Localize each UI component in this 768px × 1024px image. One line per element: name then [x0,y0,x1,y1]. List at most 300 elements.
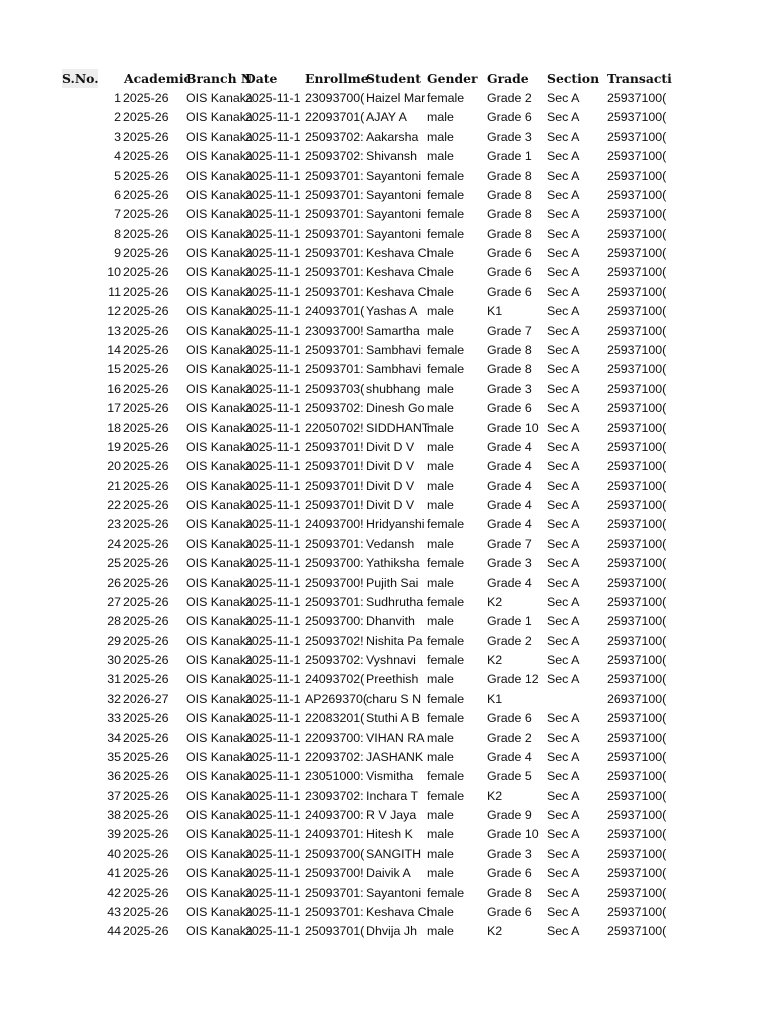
row-date[interactable]: 2025-11-1 [245,362,301,377]
row-enrollment[interactable]: 25093702: [305,149,364,164]
table-row[interactable] [0,399,768,418]
row-section[interactable]: Sec A [547,149,580,164]
row-academic-year[interactable]: 2025-26 [123,575,169,590]
row-date[interactable]: 2025-11-1 [245,498,301,512]
row-gender[interactable]: male [427,110,454,125]
header-section[interactable]: Section [547,71,600,86]
table-row[interactable] [0,806,768,825]
row-grade[interactable]: Grade 7 [487,536,532,551]
row-grade[interactable]: Grade 10 [487,827,539,842]
row-grade[interactable]: Grade 4 [487,517,532,532]
table-row[interactable] [0,302,768,321]
row-enrollment[interactable]: 25093701: [305,536,364,551]
row-date[interactable]: 2025-11-1 [245,459,301,474]
row-date[interactable]: 2025-11-1 [245,575,301,590]
row-grade[interactable]: Grade 3 [487,381,532,396]
row-gender[interactable]: male [427,827,454,842]
row-branch[interactable]: OIS Kanaka [186,885,253,900]
row-grade[interactable]: Grade 6 [487,265,532,280]
row-academic-year[interactable]: 2025-26 [123,672,169,687]
row-sno[interactable]: 34 [107,730,121,745]
row-sno[interactable]: 32 [107,691,121,706]
row-branch[interactable]: OIS Kanaka [186,769,253,784]
row-gender[interactable]: male [427,381,454,396]
row-sno[interactable]: 30 [107,653,121,667]
table-row[interactable] [0,845,768,864]
row-enrollment[interactable]: 25093701! [305,459,364,474]
row-section[interactable]: Sec A [547,91,580,105]
row-branch[interactable]: OIS Kanaka [186,905,253,919]
row-gender[interactable]: male [427,246,454,260]
row-enrollment[interactable]: 24093700! [305,517,364,532]
table-row[interactable] [0,205,768,224]
row-gender[interactable]: male [427,459,454,474]
row-grade[interactable]: Grade 4 [487,459,532,474]
row-section[interactable]: Sec A [547,401,580,416]
row-enrollment[interactable]: 25093701: [305,168,364,183]
row-grade[interactable]: K1 [487,691,503,706]
row-sno[interactable]: 37 [107,788,121,803]
row-academic-year[interactable]: 2025-26 [123,827,169,842]
row-enrollment[interactable]: 22050702! [305,420,364,435]
row-enrollment[interactable]: 25093702: [305,653,364,667]
row-student[interactable]: SANGITH [366,846,422,861]
row-branch[interactable]: OIS Kanaka [186,653,253,667]
row-date[interactable]: 2025-11-1 [245,149,301,164]
row-section[interactable]: Sec A [547,265,580,280]
row-section[interactable]: Sec A [547,168,580,183]
row-grade[interactable]: Grade 5 [487,769,532,784]
row-transaction[interactable]: 25937100( [607,749,667,764]
row-enrollment[interactable]: 22083201( [305,711,365,726]
row-date[interactable]: 2025-11-1 [245,168,301,183]
row-sno[interactable]: 42 [107,885,121,900]
table-row[interactable] [0,864,768,883]
row-branch[interactable]: OIS Kanaka [186,91,253,105]
row-grade[interactable]: Grade 4 [487,478,532,493]
row-sno[interactable]: 19 [107,439,121,454]
row-enrollment[interactable]: 25093701: [305,284,364,299]
row-sno[interactable]: 35 [107,749,121,764]
row-gender[interactable]: female [427,362,465,377]
row-section[interactable]: Sec A [547,284,580,299]
row-transaction[interactable]: 25937100( [607,905,667,919]
row-gender[interactable]: female [427,187,465,202]
row-academic-year[interactable]: 2025-26 [123,536,169,551]
row-student[interactable]: Dhanvith [366,614,415,629]
row-transaction[interactable]: 25937100( [607,381,667,396]
row-transaction[interactable]: 25937100( [607,187,667,202]
table-row[interactable] [0,670,768,689]
row-section[interactable]: Sec A [547,905,580,919]
row-grade[interactable]: Grade 3 [487,556,532,571]
row-transaction[interactable]: 25937100( [607,614,667,629]
row-branch[interactable]: OIS Kanaka [186,498,253,512]
row-branch[interactable]: OIS Kanaka [186,284,253,299]
row-gender[interactable]: male [427,866,454,881]
row-sno[interactable]: 14 [107,342,121,357]
row-student[interactable]: charu S N [366,691,422,706]
row-sno[interactable]: 12 [107,304,121,319]
row-grade[interactable]: Grade 8 [487,226,532,241]
row-branch[interactable]: OIS Kanaka [186,556,253,571]
row-student[interactable]: Sayantoni [366,226,422,241]
row-student[interactable]: Pujith Sai [366,575,419,590]
row-branch[interactable]: OIS Kanaka [186,401,253,416]
table-row[interactable] [0,787,768,806]
row-gender[interactable]: male [427,924,454,939]
row-sno[interactable]: 3 [114,129,121,144]
row-section[interactable]: Sec A [547,304,580,319]
row-grade[interactable]: Grade 6 [487,711,532,726]
row-sno[interactable]: 36 [107,769,121,784]
row-student[interactable]: Stuthi A B [366,711,420,726]
row-enrollment[interactable]: 25093702: [305,129,364,144]
row-academic-year[interactable]: 2025-26 [123,187,169,202]
row-branch[interactable]: OIS Kanaka [186,168,253,183]
row-gender[interactable]: female [427,653,465,667]
row-student[interactable]: Haizel Mar [366,91,426,105]
row-student[interactable]: Daivik A [366,866,411,881]
table-row[interactable] [0,225,768,244]
row-transaction[interactable]: 25937100( [607,827,667,842]
row-date[interactable]: 2025-11-1 [245,129,301,144]
row-transaction[interactable]: 26937100( [607,691,667,706]
row-branch[interactable]: OIS Kanaka [186,808,253,823]
row-student[interactable]: Sayantoni [366,207,422,222]
table-row[interactable] [0,457,768,476]
row-academic-year[interactable]: 2025-26 [123,633,169,648]
table-row[interactable] [0,922,768,941]
row-academic-year[interactable]: 2025-26 [123,885,169,900]
row-section[interactable]: Sec A [547,672,580,687]
row-branch[interactable]: OIS Kanaka [186,478,253,493]
header-sno[interactable]: S.No. [62,71,99,86]
row-enrollment[interactable]: 25093701: [305,207,364,222]
row-academic-year[interactable]: 2025-26 [123,846,169,861]
row-date[interactable]: 2025-11-1 [245,536,301,551]
row-student[interactable]: Divit D V [366,478,415,493]
header-branch[interactable]: Branch N [186,71,253,86]
row-transaction[interactable]: 25937100( [607,168,667,183]
row-section[interactable]: Sec A [547,924,580,939]
row-transaction[interactable]: 25937100( [607,924,667,939]
row-branch[interactable]: OIS Kanaka [186,536,253,551]
row-sno[interactable]: 40 [107,846,121,861]
row-branch[interactable]: OIS Kanaka [186,420,253,435]
row-branch[interactable]: OIS Kanaka [186,575,253,590]
row-sno[interactable]: 15 [107,362,121,377]
row-branch[interactable]: OIS Kanaka [186,207,253,222]
row-branch[interactable]: OIS Kanaka [186,594,253,609]
row-grade[interactable]: Grade 3 [487,846,532,861]
row-date[interactable]: 2025-11-1 [245,672,301,687]
row-branch[interactable]: OIS Kanaka [186,788,253,803]
row-academic-year[interactable]: 2025-26 [123,323,169,338]
row-sno[interactable]: 23 [107,517,121,532]
row-transaction[interactable]: 25937100( [607,110,667,125]
row-student[interactable]: Sudhrutha [366,594,424,609]
row-date[interactable]: 2025-11-1 [245,730,301,745]
row-date[interactable]: 2025-11-1 [245,91,301,105]
row-gender[interactable]: male [427,614,454,629]
row-enrollment[interactable]: 25093700: [305,556,364,571]
row-academic-year[interactable]: 2025-26 [123,730,169,745]
row-gender[interactable]: male [427,265,454,280]
row-grade[interactable]: Grade 4 [487,575,532,590]
row-date[interactable]: 2025-11-1 [245,749,301,764]
row-date[interactable]: 2025-11-1 [245,342,301,357]
row-gender[interactable]: male [427,808,454,823]
table-row[interactable] [0,477,768,496]
row-section[interactable]: Sec A [547,730,580,745]
row-section[interactable]: Sec A [547,226,580,241]
row-student[interactable]: Vyshnavi [366,653,416,667]
row-sno[interactable]: 4 [114,149,121,164]
row-student[interactable]: AJAY A [366,110,407,125]
row-transaction[interactable]: 25937100( [607,517,667,532]
row-date[interactable]: 2025-11-1 [245,846,301,861]
row-academic-year[interactable]: 2025-26 [123,594,169,609]
row-student[interactable]: Keshava Cl [366,265,430,280]
row-academic-year[interactable]: 2025-26 [123,284,169,299]
row-grade[interactable]: Grade 6 [487,110,532,125]
row-enrollment[interactable]: 24093701: [305,827,364,842]
row-sno[interactable]: 20 [107,459,121,474]
row-student[interactable]: Sambhavi [366,362,422,377]
row-gender[interactable]: female [427,769,465,784]
row-section[interactable]: Sec A [547,653,580,667]
row-branch[interactable]: OIS Kanaka [186,323,253,338]
row-gender[interactable]: female [427,691,465,706]
row-branch[interactable]: OIS Kanaka [186,672,253,687]
row-transaction[interactable]: 25937100( [607,556,667,571]
row-branch[interactable]: OIS Kanaka [186,827,253,842]
header-student[interactable]: Student [366,71,421,86]
table-row[interactable] [0,903,768,922]
row-student[interactable]: Vismitha [366,769,414,784]
row-enrollment[interactable]: 25093701! [305,439,364,454]
row-enrollment[interactable]: 25093701: [305,905,364,919]
row-enrollment[interactable]: 25093701! [305,478,364,493]
row-sno[interactable]: 7 [114,207,121,222]
row-academic-year[interactable]: 2025-26 [123,711,169,726]
row-grade[interactable]: Grade 6 [487,866,532,881]
row-section[interactable]: Sec A [547,556,580,571]
row-date[interactable]: 2025-11-1 [245,614,301,629]
row-sno[interactable]: 24 [107,536,121,551]
row-enrollment[interactable]: 23093702: [305,788,364,803]
row-enrollment[interactable]: 23051000: [305,769,364,784]
row-enrollment[interactable]: 25093701: [305,342,364,357]
row-transaction[interactable]: 25937100( [607,672,667,687]
row-date[interactable]: 2025-11-1 [245,401,301,416]
row-transaction[interactable]: 25937100( [607,284,667,299]
row-transaction[interactable]: 25937100( [607,265,667,280]
row-branch[interactable]: OIS Kanaka [186,246,253,260]
row-transaction[interactable]: 25937100( [607,575,667,590]
table-row[interactable] [0,167,768,186]
header-transaction[interactable]: Transacti [607,71,672,86]
row-academic-year[interactable]: 2025-26 [123,304,169,319]
row-grade[interactable]: Grade 8 [487,168,532,183]
row-academic-year[interactable]: 2025-26 [123,226,169,241]
row-academic-year[interactable]: 2025-26 [123,149,169,164]
row-enrollment[interactable]: AP269370( [305,691,368,706]
row-sno[interactable]: 5 [114,168,121,183]
row-enrollment[interactable]: 25093701: [305,226,364,241]
row-student[interactable]: Preethish [366,672,419,687]
row-date[interactable]: 2025-11-1 [245,246,301,260]
row-gender[interactable]: female [427,517,465,532]
row-branch[interactable]: OIS Kanaka [186,517,253,532]
row-transaction[interactable]: 25937100( [607,808,667,823]
row-enrollment[interactable]: 23093700! [305,323,364,338]
row-grade[interactable]: Grade 12 [487,672,539,687]
row-section[interactable]: Sec A [547,246,580,260]
row-student[interactable]: Hridyanshi [366,517,425,532]
row-transaction[interactable]: 25937100( [607,594,667,609]
row-academic-year[interactable]: 2025-26 [123,168,169,183]
row-branch[interactable]: OIS Kanaka [186,149,253,164]
row-academic-year[interactable]: 2025-26 [123,381,169,396]
row-branch[interactable]: OIS Kanaka [186,749,253,764]
row-section[interactable]: Sec A [547,110,580,125]
row-branch[interactable]: OIS Kanaka [186,846,253,861]
row-branch[interactable]: OIS Kanaka [186,730,253,745]
row-academic-year[interactable]: 2025-26 [123,362,169,377]
row-student[interactable]: R V Jaya [366,808,417,823]
row-academic-year[interactable]: 2025-26 [123,749,169,764]
row-student[interactable]: JASHANK [366,749,424,764]
row-academic-year[interactable]: 2025-26 [123,498,169,512]
row-gender[interactable]: male [427,323,454,338]
row-transaction[interactable]: 25937100( [607,730,667,745]
row-date[interactable]: 2025-11-1 [245,866,301,881]
row-grade[interactable]: Grade 8 [487,362,532,377]
row-sno[interactable]: 22 [107,498,121,512]
row-academic-year[interactable]: 2025-26 [123,905,169,919]
row-sno[interactable]: 1 [114,91,121,105]
row-date[interactable]: 2025-11-1 [245,827,301,842]
row-grade[interactable]: Grade 3 [487,129,532,144]
row-date[interactable]: 2025-11-1 [245,885,301,900]
row-gender[interactable]: male [427,536,454,551]
row-enrollment[interactable]: 22093700: [305,730,364,745]
row-enrollment[interactable]: 24093702( [305,672,365,687]
row-grade[interactable]: Grade 8 [487,187,532,202]
row-sno[interactable]: 33 [107,711,121,726]
row-sno[interactable]: 27 [107,594,121,609]
row-section[interactable]: Sec A [547,381,580,396]
header-date[interactable]: Date [245,71,278,86]
table-row[interactable] [0,341,768,360]
row-transaction[interactable]: 25937100( [607,439,667,454]
row-date[interactable]: 2025-11-1 [245,594,301,609]
row-date[interactable]: 2025-11-1 [245,808,301,823]
row-date[interactable]: 2025-11-1 [245,420,301,435]
row-sno[interactable]: 26 [107,575,121,590]
table-row[interactable] [0,690,768,709]
row-grade[interactable]: Grade 4 [487,749,532,764]
row-section[interactable]: Sec A [547,536,580,551]
row-student[interactable]: Divit D V [366,439,415,454]
row-branch[interactable]: OIS Kanaka [186,614,253,629]
table-row[interactable] [0,632,768,651]
row-date[interactable]: 2025-11-1 [245,478,301,493]
row-enrollment[interactable]: 24093701( [305,304,365,319]
table-row[interactable] [0,748,768,767]
row-branch[interactable]: OIS Kanaka [186,691,253,706]
row-grade[interactable]: K1 [487,304,503,319]
table-row[interactable] [0,709,768,728]
row-transaction[interactable]: 25937100( [607,536,667,551]
row-sno[interactable]: 17 [107,401,121,416]
row-transaction[interactable]: 25937100( [607,362,667,377]
row-section[interactable]: Sec A [547,846,580,861]
row-grade[interactable]: Grade 8 [487,342,532,357]
row-branch[interactable]: OIS Kanaka [186,226,253,241]
row-student[interactable]: Sayantoni [366,885,422,900]
table-row[interactable] [0,283,768,302]
row-date[interactable]: 2025-11-1 [245,556,301,571]
row-sno[interactable]: 31 [107,672,121,687]
row-academic-year[interactable]: 2025-26 [123,517,169,532]
row-branch[interactable]: OIS Kanaka [186,362,253,377]
row-grade[interactable]: Grade 1 [487,614,532,629]
row-date[interactable]: 2025-11-1 [245,633,301,648]
row-student[interactable]: Samartha [366,323,420,338]
row-branch[interactable]: OIS Kanaka [186,265,253,280]
row-sno[interactable]: 18 [107,420,121,435]
row-grade[interactable]: Grade 2 [487,91,532,105]
table-row[interactable] [0,108,768,127]
row-gender[interactable]: female [427,633,465,648]
table-row[interactable] [0,244,768,263]
row-grade[interactable]: Grade 6 [487,246,532,260]
row-student[interactable]: Sambhavi [366,342,422,357]
row-section[interactable]: Sec A [547,342,580,357]
row-gender[interactable]: female [427,788,465,803]
row-enrollment[interactable]: 25093701: [305,187,364,202]
table-row[interactable] [0,884,768,903]
row-enrollment[interactable]: 25093701( [305,924,365,939]
header-gender[interactable]: Gender [427,71,478,86]
table-row[interactable] [0,729,768,748]
row-branch[interactable]: OIS Kanaka [186,342,253,357]
row-gender[interactable]: female [427,885,465,900]
row-sno[interactable]: 39 [107,827,121,842]
header-academic[interactable]: Academic [124,71,192,86]
row-sno[interactable]: 29 [107,633,121,648]
row-gender[interactable]: male [427,129,454,144]
row-student[interactable]: Dhvija Jh [366,924,417,939]
row-academic-year[interactable]: 2025-26 [123,265,169,280]
row-sno[interactable]: 43 [107,905,121,919]
table-row[interactable] [0,554,768,573]
row-gender[interactable]: male [427,905,454,919]
row-gender[interactable]: female [427,91,465,105]
row-gender[interactable]: male [427,149,454,164]
row-student[interactable]: Sayantoni [366,187,422,202]
row-date[interactable]: 2025-11-1 [245,905,301,919]
row-section[interactable]: Sec A [547,362,580,377]
row-student[interactable]: Divit D V [366,498,415,512]
row-transaction[interactable]: 25937100( [607,420,667,435]
row-gender[interactable]: male [427,439,454,454]
row-academic-year[interactable]: 2025-26 [123,342,169,357]
row-grade[interactable]: Grade 8 [487,885,532,900]
